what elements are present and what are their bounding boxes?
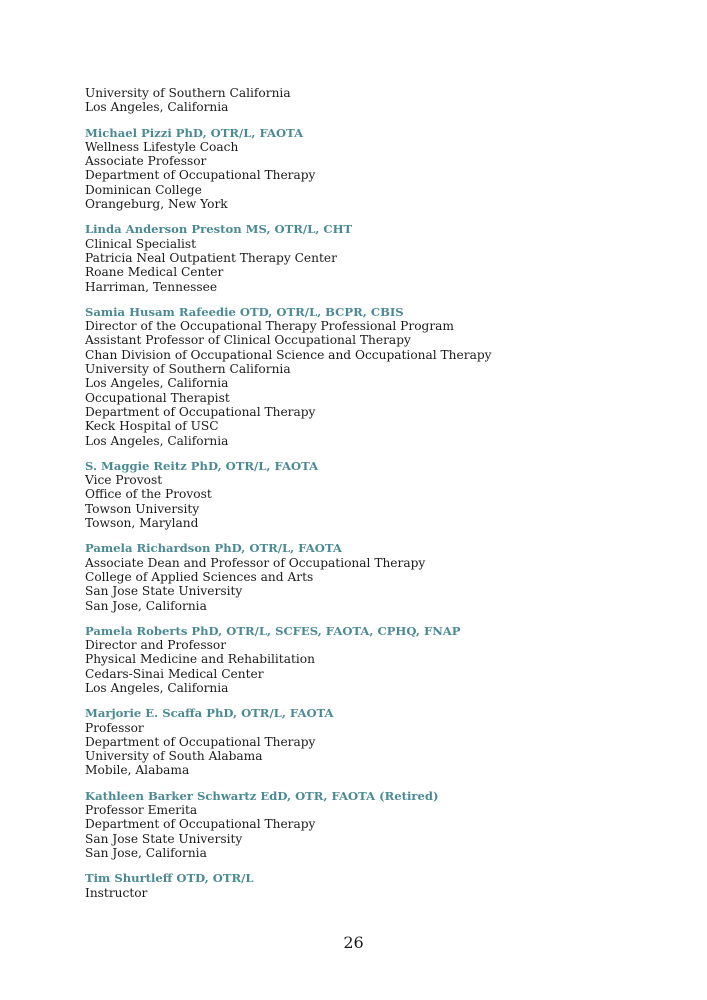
affiliation-line: Towson University — [85, 501, 200, 516]
affiliation-line: Harriman, Tennessee — [85, 279, 218, 294]
affiliation-line: Towson, Maryland — [85, 516, 199, 531]
contributor-entry — [85, 624, 685, 695]
affiliation-line: Director of the Occupational Therapy Professional Program — [85, 319, 454, 334]
page-number: 26 — [343, 933, 364, 952]
affiliation-line: College of Applied Sciences and Arts — [85, 569, 314, 584]
contributor-entry — [85, 871, 685, 900]
affiliation-line: Los Angeles, California — [85, 680, 229, 695]
affiliation-line: Physical Medicine and Rehabilitation — [85, 652, 315, 667]
contributor-name: Michael Pizzi PhD, OTR/L, FAOTA — [85, 125, 304, 140]
affiliation-line: Los Angeles, California — [85, 376, 229, 391]
contributor-name: Tim Shurtleff OTD, OTR/L — [85, 871, 254, 886]
affiliation-line: Keck Hospital of USC — [85, 419, 219, 434]
contributor-entry — [85, 305, 685, 448]
affiliation-line: Los Angeles, California — [85, 100, 229, 115]
affiliation-line: Mobile, Alabama — [85, 763, 190, 778]
affiliation-line: Instructor — [85, 885, 148, 900]
affiliation-line: San Jose State University — [85, 584, 243, 599]
contributor-name: Marjorie E. Scaffa PhD, OTR/L, FAOTA — [85, 706, 334, 721]
affiliation-line: Department of Occupational Therapy — [85, 817, 316, 832]
affiliation-line: Dominican College — [85, 182, 202, 197]
affiliation-line: Cedars-Sinai Medical Center — [85, 666, 264, 681]
contributor-name: Linda Anderson Preston MS, OTR/L, CHT — [85, 222, 353, 237]
contributor-name: S. Maggie Reitz PhD, OTR/L, FAOTA — [85, 458, 319, 473]
affiliation-line: University of Southern California — [85, 362, 291, 377]
affiliation-line: Vice Provost — [85, 473, 163, 488]
affiliation-line: Director and Professor — [85, 638, 227, 653]
contributor-name: Pamela Roberts PhD, OTR/L, SCFES, FAOTA, CPHQ, FNAP — [85, 623, 461, 638]
affiliation-line: Department of Occupational Therapy — [85, 404, 316, 419]
affiliation-line: Department of Occupational Therapy — [85, 168, 316, 183]
contributor-name: Pamela Richardson PhD, OTR/L, FAOTA — [85, 541, 342, 556]
affiliation-line: Wellness Lifestyle Coach — [85, 139, 239, 154]
affiliation-line: Assistant Professor of Clinical Occupational Therapy — [85, 333, 411, 348]
affiliation-line: Associate Professor — [85, 154, 207, 169]
contributor-list — [85, 86, 685, 911]
affiliation-line: Department of Occupational Therapy — [85, 734, 316, 749]
affiliation-line: Roane Medical Center — [85, 265, 224, 280]
continued-entry — [85, 86, 685, 115]
affiliation-line: San Jose, California — [85, 598, 207, 613]
contributor-entry — [85, 706, 685, 777]
contributor-name: Kathleen Barker Schwartz EdD, OTR, FAOTA (Retired) — [85, 788, 439, 803]
contributor-entry — [85, 789, 685, 860]
affiliation-line: Chan Division of Occupational Science and Occupational Therapy — [85, 347, 492, 362]
affiliation-line: Los Angeles, California — [85, 433, 229, 448]
affiliation-line: Professor — [85, 720, 144, 735]
affiliation-line: Office of the Provost — [85, 487, 212, 502]
affiliation-line: San Jose, California — [85, 845, 207, 860]
affiliation-line: Patricia Neal Outpatient Therapy Center — [85, 250, 337, 265]
contributor-name: Samia Husam Rafeedie OTD, OTR/L, BCPR, CBIS — [85, 304, 404, 319]
affiliation-line: San Jose State University — [85, 831, 243, 846]
affiliation-line: Associate Dean and Professor of Occupational Therapy — [85, 555, 426, 570]
contributor-entry — [85, 541, 685, 612]
affiliation-line: Professor Emerita — [85, 803, 198, 818]
contributor-entry — [85, 126, 685, 212]
affiliation-line: Orangeburg, New York — [85, 197, 228, 212]
affiliation-line: University of South Alabama — [85, 749, 263, 764]
affiliation-line: University of Southern California — [85, 86, 291, 100]
contributor-entry — [85, 459, 685, 530]
affiliation-line: Occupational Therapist — [85, 390, 230, 405]
contributor-entry — [85, 222, 685, 293]
affiliation-line: Clinical Specialist — [85, 236, 197, 251]
